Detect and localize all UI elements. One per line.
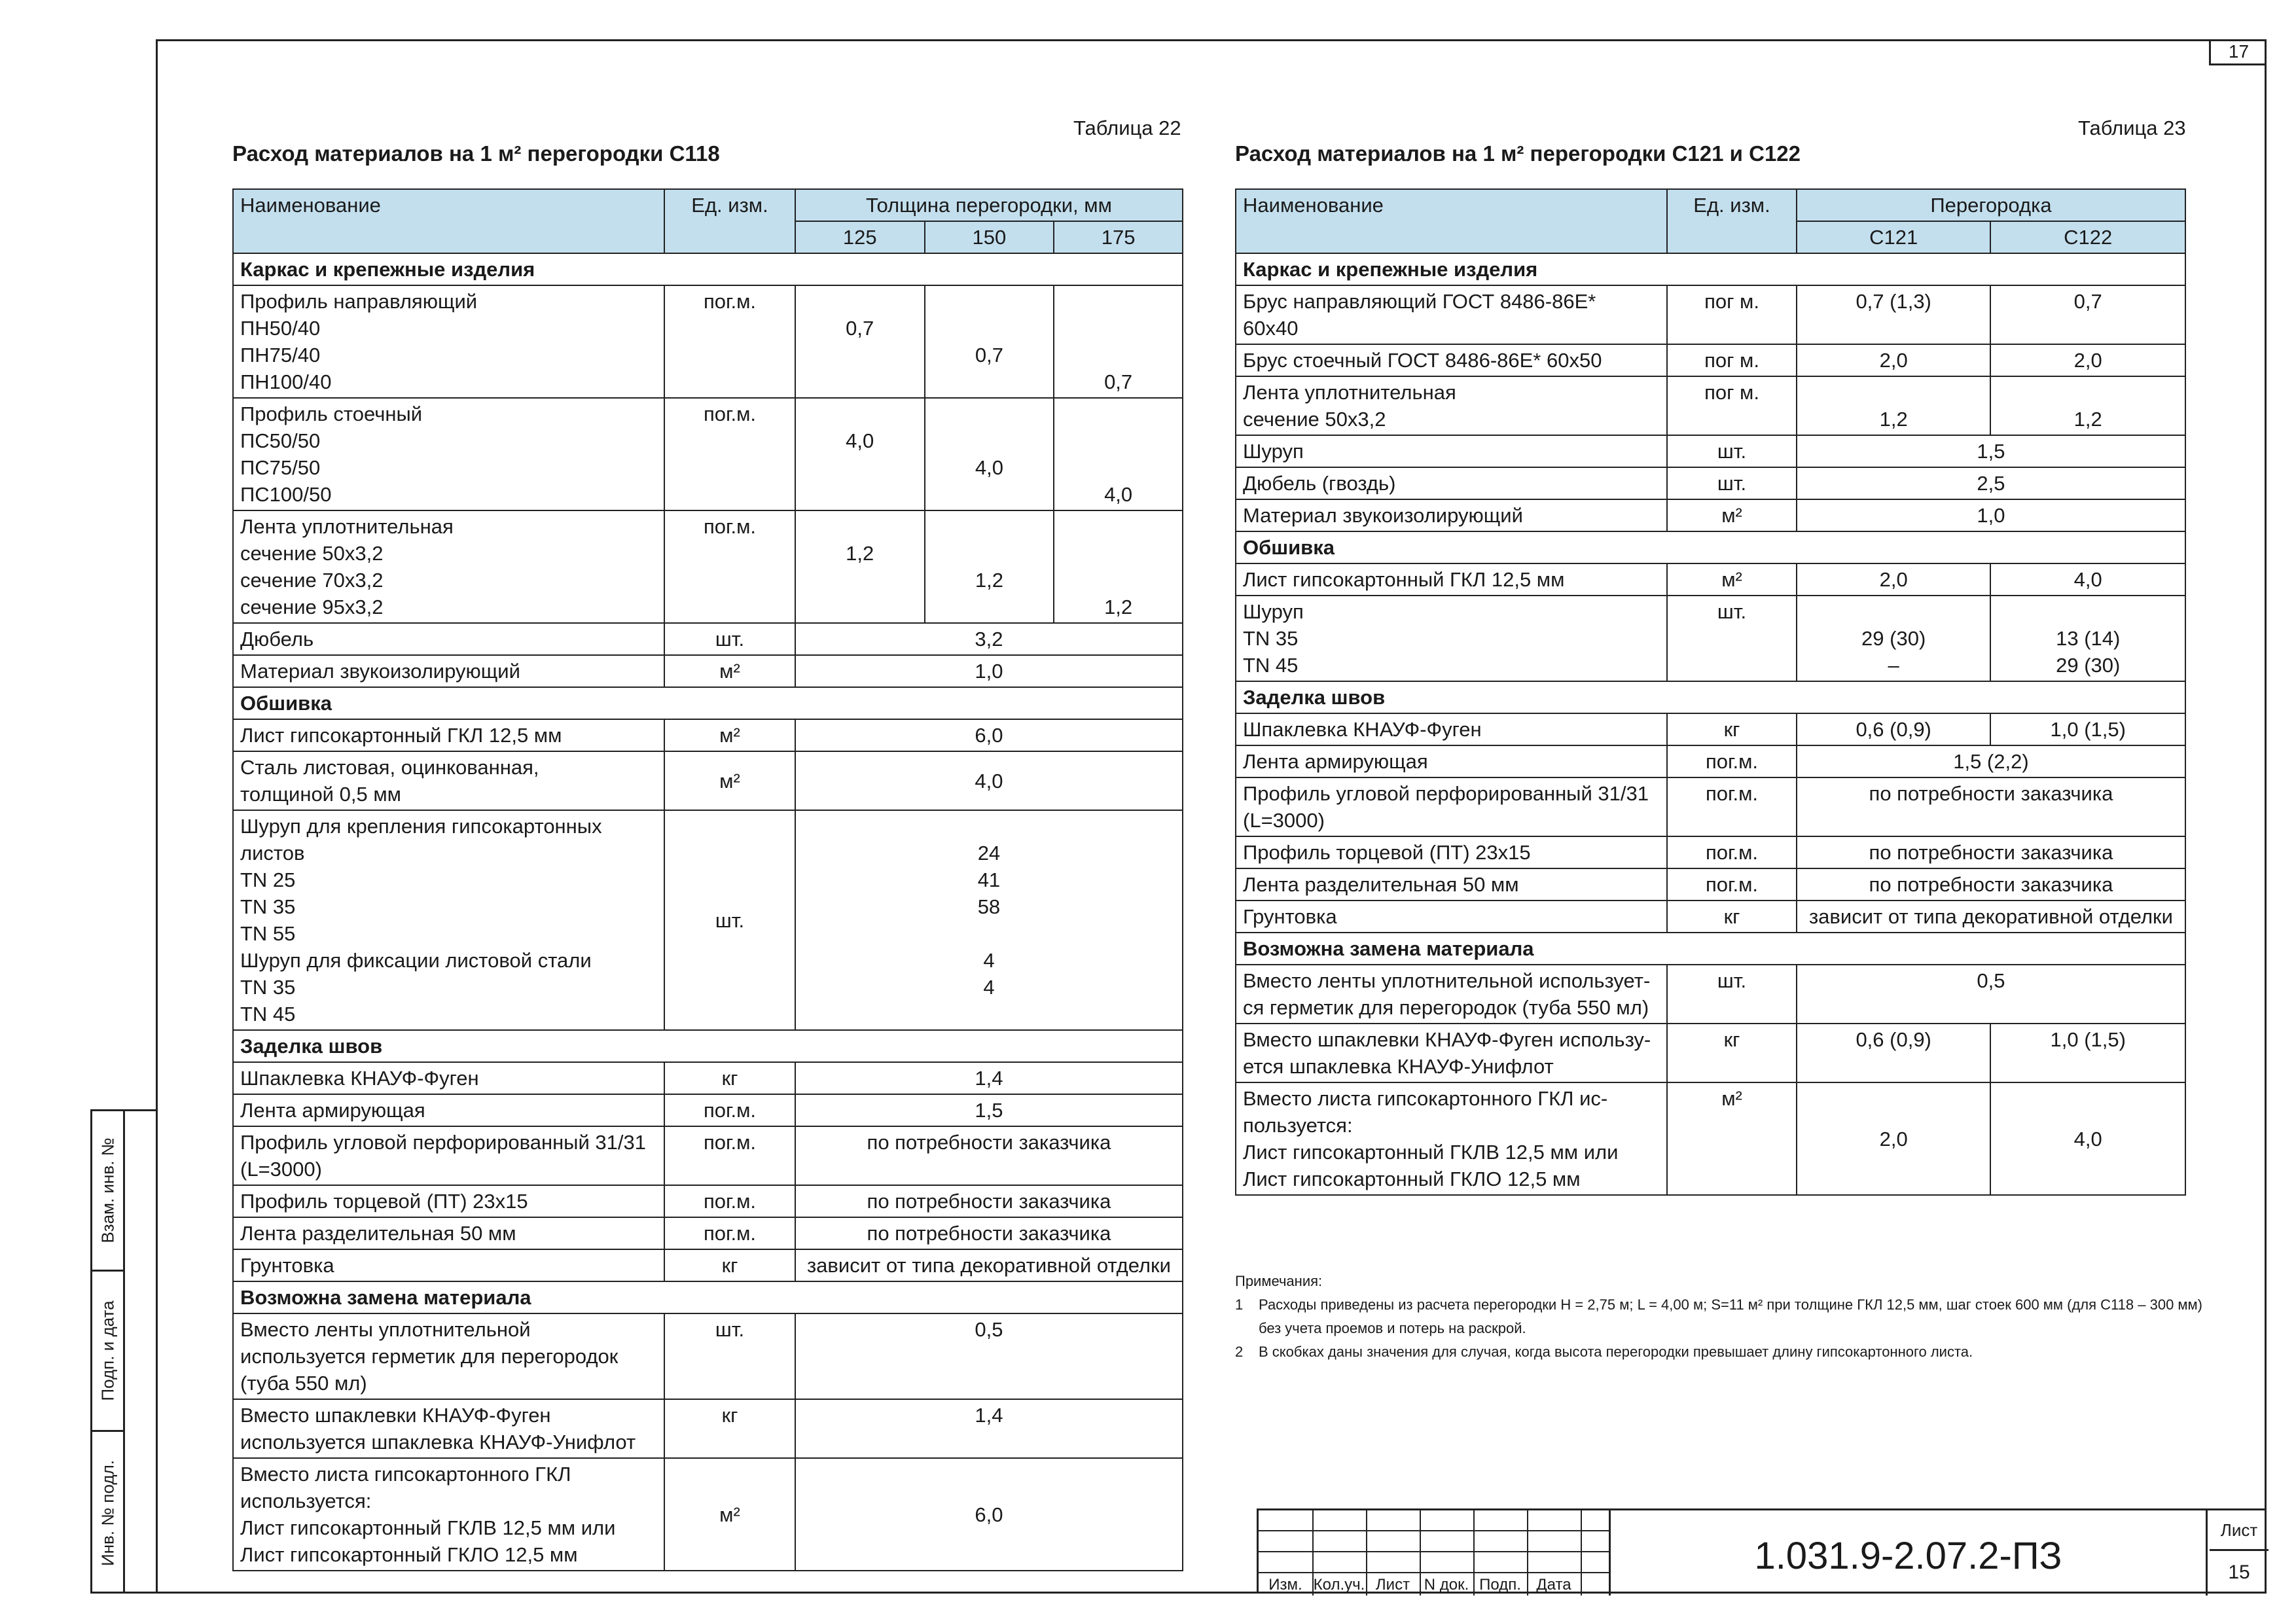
note-1: 1 Расходы приведены из расчета перегородки Н = 2,75 м; L = 4,00 м; S=11 м² при толщине ГКЛ 12,5 мм, шаг стоек 600 мм (для С118 – 300 мм) без учета проемов и потерь на раскрой. [1235,1296,2202,1336]
table-row: Лента разделительная 50 мм пог.м. по потребности заказчика [233,1217,1183,1249]
notes-title: Примечания: [1235,1273,1323,1289]
stamp-grid [1259,1510,1609,1596]
table-row: Вместо листа гипсокартонного ГКЛ используется: Лист гипсокартонный ГКЛВ 12,5 мм или Лист гипсокартонный ГКЛО 12,5 мм м² 6,0 [233,1458,1183,1571]
stamp-label-list: Лист [1375,1576,1410,1594]
t22-header-group: Толщина перегородки, мм [795,189,1183,221]
stamp-label-ndok: N док. [1424,1576,1469,1594]
table23-title: Расход материалов на 1 м² перегородки С121 и С122 [1235,141,1801,166]
notes [1235,1270,2217,1364]
table-row: Брус направляющий ГОСТ 8486-86Е* 60х40 пог м. 0,7 (1,3) 0,7 [1236,285,2185,344]
table-row: Материал звукоизолирующий м² 1,0 [233,655,1183,687]
table23-caption: Таблица 23 [2078,116,2186,139]
t23-header-unit: Ед. изм. [1667,189,1797,253]
table-row: Вместо ленты уплотнительной использует- ся герметик для перегородок (туба 550 мл) шт. 0,5 [1236,965,2185,1024]
table-row: Вместо шпаклевки КНАУФ-Фуген используется шпаклевка КНАУФ-Унифлот кг 1,4 [233,1399,1183,1458]
t23-header-name: Наименование [1236,189,1667,253]
binding-vzam: Взам. инв. № [92,1111,125,1272]
table-row: Лента уплотнительная сечение 50х3,2 сечение 70х3,2 сечение 95х3,2 пог.м. 1,2 1,2 1,2 [233,510,1183,623]
table-row: Шуруп TN 35 TN 45 шт. 29 (30) – 13 (14) 29 (30) [1236,596,2185,681]
t22-header-150: 150 [925,221,1054,253]
sheet-label: Лист [2210,1510,2269,1551]
table-row: Грунтовка кг зависит от типа декоративной отделки [1236,901,2185,933]
stamp-label-data: Дата [1536,1576,1571,1594]
t22-header-name: Наименование [233,189,664,253]
table22-title: Расход материалов на 1 м² перегородки С118 [232,141,720,166]
stamp-label-podp: Подп. [1479,1576,1521,1594]
document-code: 1.031.9-2.07.2-ПЗ [1609,1510,2208,1596]
t22-section: Возможна замена материала [233,1281,1183,1313]
binding-inv: Инв. № подл. [92,1432,125,1594]
title-block [1257,1508,2267,1594]
table-row: Вместо ленты уплотнительной используется герметик для перегородок (туба 550 мл) шт. 0,5 [233,1313,1183,1399]
binding-strip [90,1109,156,1594]
table-row: Шпаклевка КНАУФ-Фуген кг 1,4 [233,1062,1183,1094]
table23 [1235,188,2186,1196]
table-row: Лист гипсокартонный ГКЛ 12,5 мм м² 6,0 [233,719,1183,751]
table-row: Профиль направляющий ПН50/40 ПН75/40 ПН100/40 пог.м. 0,7 0,7 0,7 [233,285,1183,398]
table-row: Лента армирующая пог.м. 1,5 [233,1094,1183,1126]
corner-page-number: 17 [2209,39,2267,65]
table22 [232,188,1183,1571]
table-row: Грунтовка кг зависит от типа декоративной отделки [233,1249,1183,1281]
table22-caption: Таблица 22 [1073,116,1181,139]
table-row: Материал звукоизолирующий м² 1,0 [1236,499,2185,531]
t23-section: Обшивка [1236,531,2185,563]
table-row: Профиль угловой перфорированный 31/31 (L=3000) пог.м. по потребности заказчика [1236,777,2185,836]
table-row: Брус стоечный ГОСТ 8486-86Е* 60х50 пог м. 2,0 2,0 [1236,344,2185,376]
t23-section: Заделка швов [1236,681,2185,713]
table-row: Профиль угловой перфорированный 31/31 (L=3000) пог.м. по потребности заказчика [233,1126,1183,1185]
t22-header-125: 125 [795,221,925,253]
t22-header-unit: Ед. изм. [664,189,795,253]
t23-header-c122: С122 [1990,221,2185,253]
table-row: Вместо шпаклевки КНАУФ-Фуген использу- ется шпаклевка КНАУФ-Унифлот кг 0,6 (0,9) 1,0 (1,5) [1236,1024,2185,1082]
table-row: Дюбель шт. 3,2 [233,623,1183,655]
table-row: Вместо листа гипсокартонного ГКЛ ис- пользуется: Лист гипсокартонный ГКЛВ 12,5 мм или Лист гипсокартонный ГКЛО 12,5 мм м² 2,0 4,0 [1236,1082,2185,1195]
stamp-label-izm: Изм. [1268,1576,1302,1594]
sheet-cell [2210,1510,2269,1596]
t23-header-c121: С121 [1797,221,1991,253]
t22-section: Заделка швов [233,1030,1183,1062]
note-2: 2 В скобках даны значения для случая, когда высота перегородки превышает длину гипсокартонного листа. [1235,1344,1973,1360]
t23-section: Каркас и крепежные изделия [1236,253,2185,285]
table-row: Профиль стоечный ПС50/50 ПС75/50 ПС100/50 пог.м. 4,0 4,0 4,0 [233,398,1183,510]
table-row: Профиль торцевой (ПТ) 23х15 пог.м. по потребности заказчика [233,1185,1183,1217]
table-row: Шпаклевка КНАУФ-Фуген кг 0,6 (0,9) 1,0 (1,5) [1236,713,2185,745]
t23-header-group: Перегородка [1797,189,2185,221]
t22-header-175: 175 [1054,221,1183,253]
stamp-label-koluch: Кол.уч. [1313,1576,1365,1594]
binding-podp: Подп. и дата [92,1272,125,1432]
table-row: Лента армирующая пог.м. 1,5 (2,2) [1236,745,2185,777]
table-row: Шуруп для крепления гипсокартонных листов TN 25 TN 35 TN 55 Шуруп для фиксации листовой стали TN 35 TN 45 шт. 24 41 58 4 4 [233,810,1183,1030]
table-row: Лента уплотнительная сечение 50х3,2 пог м. 1,2 1,2 [1236,376,2185,435]
t22-section: Обшивка [233,687,1183,719]
t23-section: Возможна замена материала [1236,933,2185,965]
table-row: Шуруп шт. 1,5 [1236,435,2185,467]
sheet-number: 15 [2228,1561,2250,1583]
table-row: Дюбель (гвоздь) шт. 2,5 [1236,467,2185,499]
table-row: Лента разделительная 50 мм пог.м. по потребности заказчика [1236,868,2185,901]
table-row: Профиль торцевой (ПТ) 23х15 пог.м. по потребности заказчика [1236,836,2185,868]
table-row: Лист гипсокартонный ГКЛ 12,5 мм м² 2,0 4,0 [1236,563,2185,596]
table-row: Сталь листовая, оцинкованная, толщиной 0,5 мм м² 4,0 [233,751,1183,810]
t22-section: Каркас и крепежные изделия [233,253,1183,285]
